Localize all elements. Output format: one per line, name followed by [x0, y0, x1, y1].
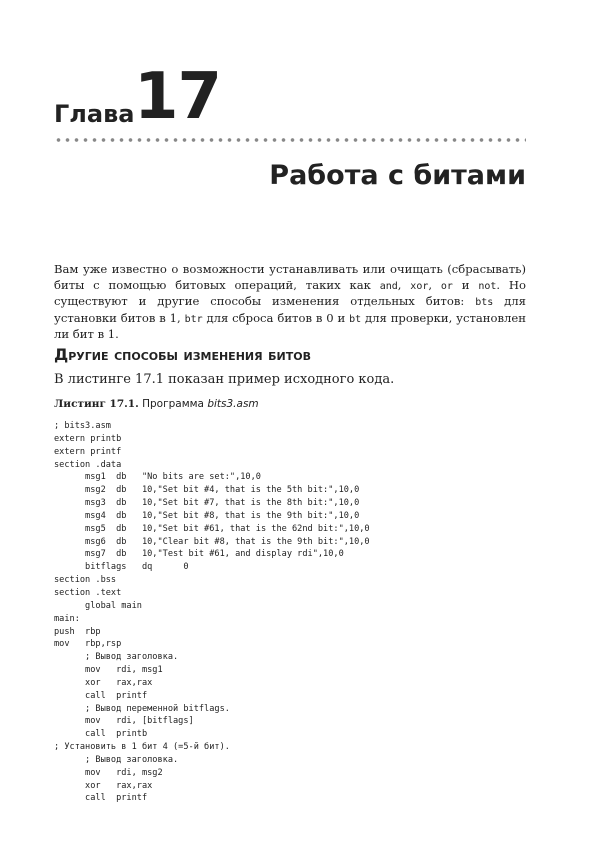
- caption-filename: bits3.asm: [207, 398, 259, 410]
- caption-text: Программа: [138, 398, 208, 410]
- code-line: call printf: [54, 793, 148, 804]
- intro-text-4: для сброса битов в 0 и: [202, 310, 350, 325]
- code-line: mov rdi, msg2: [54, 767, 163, 778]
- code-line: main:: [54, 613, 80, 624]
- intro-sep-1: ,: [397, 277, 411, 292]
- op-not: not: [478, 280, 497, 292]
- intro-text-1: Вам уже известно о возможности устанавливать или очищать (сбрасывать) биты с помощью битовых операций, таких как: [54, 262, 526, 292]
- lead-text: В листинге 17.1 показан пример исходного кода.: [54, 372, 395, 387]
- code-line: bitflags dq 0: [54, 562, 189, 573]
- code-line: ; Вывод заголовка.: [54, 754, 179, 765]
- code-line: msg4 db 10,"Set bit #8, that is the 9th bit:",10,0: [54, 510, 360, 521]
- code-line: msg5 db 10,"Set bit #61, that is the 62nd bit:",10,0: [54, 523, 370, 534]
- code-line: mov rdi, [bitflags]: [54, 716, 194, 727]
- code-line: xor rax,rax: [54, 780, 153, 791]
- code-line: msg3 db 10,"Set bit #7, that is the 8th bit:",10,0: [54, 498, 360, 509]
- code-line: extern printf: [54, 446, 122, 457]
- code-line: ; Установить в 1 бит 4 (=5-й бит).: [54, 742, 230, 753]
- code-line: call printf: [54, 690, 148, 701]
- code-line: ; Вывод переменной bitflags.: [54, 703, 230, 714]
- code-line: global main: [54, 600, 142, 611]
- section-title: Другие способы изменения битов: [54, 345, 311, 364]
- intro-sep-2: ,: [428, 277, 441, 292]
- code-line: section .bss: [54, 575, 117, 586]
- code-line: section .text: [54, 587, 122, 598]
- code-line: msg1 db "No bits are set:",10,0: [54, 472, 261, 483]
- op-bts: bts: [475, 297, 494, 309]
- code-listing: [54, 420, 370, 805]
- dotted-divider: [54, 137, 526, 143]
- code-line: extern printb: [54, 433, 122, 444]
- intro-paragraph: [54, 262, 526, 343]
- op-bt: bt: [349, 313, 362, 325]
- op-xor: xor: [410, 280, 429, 292]
- code-line: ; bits3.asm: [54, 421, 111, 431]
- code-line: mov rdi, msg1: [54, 665, 163, 676]
- code-line: push rbp: [54, 626, 101, 637]
- op-btr: btr: [184, 313, 203, 325]
- intro-text-5: для проверки, установлен ли бит в 1.: [54, 310, 526, 342]
- op-or: or: [440, 280, 453, 292]
- listing-caption: [54, 398, 259, 410]
- code-line: mov rbp,rsp: [54, 639, 122, 650]
- chapter-number: 17: [134, 60, 222, 134]
- code-line: section .data: [54, 459, 122, 470]
- code-line: call printb: [54, 729, 148, 740]
- code-line: msg6 db 10,"Clear bit #8, that is the 9th bit:",10,0: [54, 536, 370, 547]
- chapter-title: Работа с битами: [269, 160, 526, 191]
- code-line: msg2 db 10,"Set bit #4, that is the 5th bit:",10,0: [54, 485, 360, 496]
- code-line: msg7 db 10,"Test bit #61, and display rdi",10,0: [54, 549, 344, 560]
- caption-label: Листинг 17.1.: [54, 398, 139, 410]
- intro-text-2: . Но существуют и другие способы изменения отдельных битов:: [54, 277, 527, 309]
- code-line: ; Вывод заголовка.: [54, 652, 179, 663]
- intro-sep-3: и: [452, 277, 479, 292]
- chapter-label: Глава: [54, 100, 135, 128]
- intro-text-3: для установки битов в 1,: [54, 294, 526, 325]
- code-line: xor rax,rax: [54, 677, 153, 688]
- op-and: and: [379, 280, 398, 292]
